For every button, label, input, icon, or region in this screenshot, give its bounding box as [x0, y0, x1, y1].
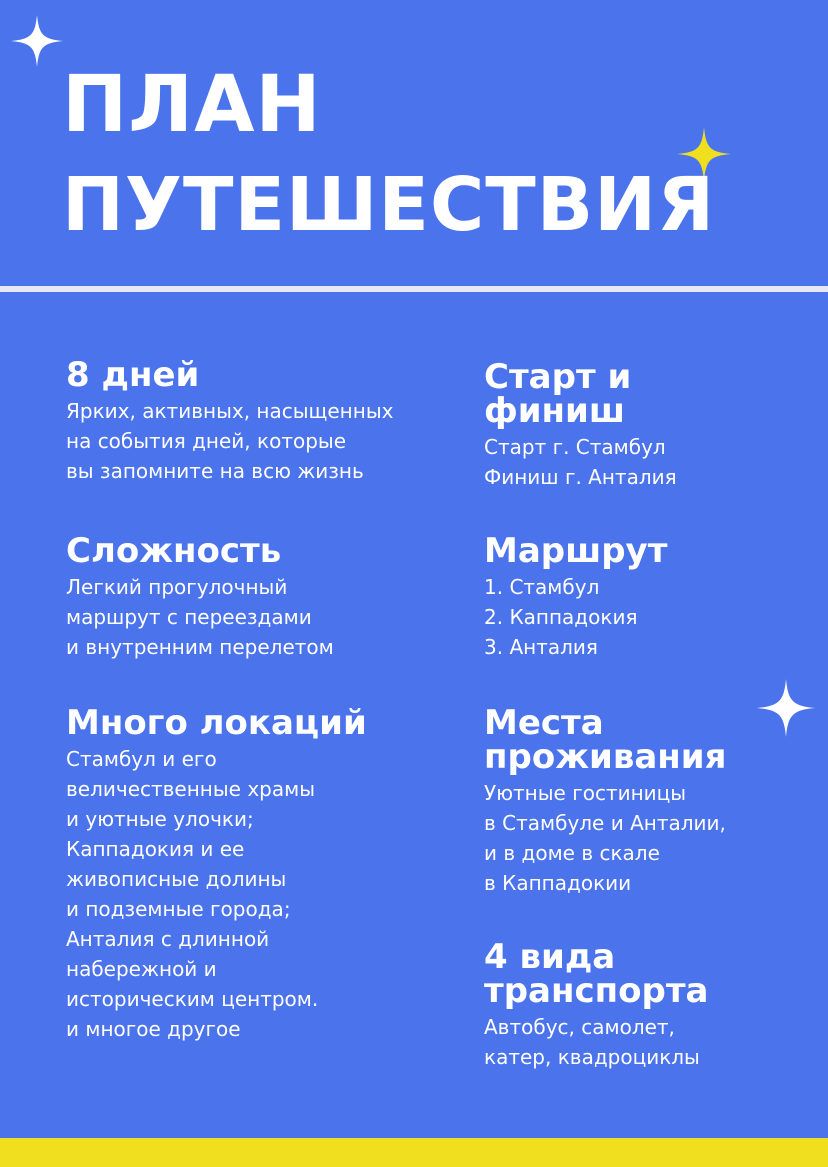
info-line: Уютные гостиницы [484, 781, 687, 805]
info-block-body [66, 572, 446, 662]
info-block-title: 8 дней [66, 355, 200, 395]
info-line: и в доме в скале [484, 841, 660, 865]
page-title-line-1: ПЛАН [62, 60, 322, 150]
info-block-title-line: Старт и [484, 357, 632, 397]
info-line: Анталия с длинной [66, 927, 270, 951]
info-block-route [484, 531, 814, 662]
info-line: и уютные улочки; [66, 807, 254, 831]
info-line: и внутренним перелетом [66, 635, 334, 659]
info-block-title-line: транспорта [484, 971, 709, 1011]
info-block-title-line: Места [484, 703, 604, 743]
info-block-title-line: финиш [484, 391, 625, 431]
info-line: Ярких, активных, насыщенных [66, 399, 394, 423]
sparkle-icon [10, 14, 64, 68]
header-divider [0, 286, 828, 292]
info-block-title-line: Маршрут [484, 531, 668, 571]
info-line: Финиш г. Анталия [484, 465, 677, 489]
info-line: маршрут с переездами [66, 605, 312, 629]
info-block-locations [66, 703, 446, 1044]
info-block-body [66, 396, 446, 486]
info-block-days [66, 355, 446, 486]
info-line: 2. Каппадокия [484, 605, 638, 629]
info-block-body [484, 778, 814, 898]
info-line: на события дней, которые [66, 429, 346, 453]
info-line: в Стамбуле и Анталии, [484, 811, 726, 835]
info-line: в Каппадокии [484, 871, 632, 895]
info-block-accommodation [484, 703, 814, 898]
page-title-line-2: ПУТЕШЕСТВИЯ [62, 162, 716, 248]
info-block-title-line: проживания [484, 737, 727, 777]
info-block-transport [484, 937, 814, 1072]
info-block-body [484, 572, 814, 662]
footer-accent-bar [0, 1138, 828, 1167]
info-line: Легкий прогулочный [66, 575, 288, 599]
info-line: катер, квадроциклы [484, 1045, 700, 1069]
info-block-body [484, 1012, 814, 1072]
info-block-title-line: 4 вида [484, 937, 616, 977]
info-block-difficulty [66, 531, 446, 662]
info-line: Стамбул и его [66, 747, 217, 771]
info-line: историческим центром. [66, 987, 319, 1011]
info-block-body [66, 744, 446, 1044]
info-block-title: Сложность [66, 531, 282, 571]
info-line: 1. Стамбул [484, 575, 600, 599]
info-block-title [484, 703, 814, 777]
info-line: Старт г. Стамбул [484, 435, 666, 459]
info-block-title [484, 937, 814, 1011]
info-block-title [484, 531, 814, 571]
info-line: набережной и [66, 957, 217, 981]
info-line: Каппадокия и ее [66, 837, 245, 861]
info-block-title: Много локаций [66, 703, 367, 743]
info-line: вы запомните на всю жизнь [66, 459, 364, 483]
info-block-body [484, 432, 814, 492]
info-line: 3. Анталия [484, 635, 598, 659]
info-line: и многое другое [66, 1017, 241, 1041]
info-line: и подземные города; [66, 897, 291, 921]
info-line: величественные храмы [66, 777, 316, 801]
info-line: живописные долины [66, 867, 287, 891]
info-line: Автобус, самолет, [484, 1015, 675, 1039]
info-block-start-finish [484, 357, 814, 492]
info-block-title [484, 357, 814, 431]
